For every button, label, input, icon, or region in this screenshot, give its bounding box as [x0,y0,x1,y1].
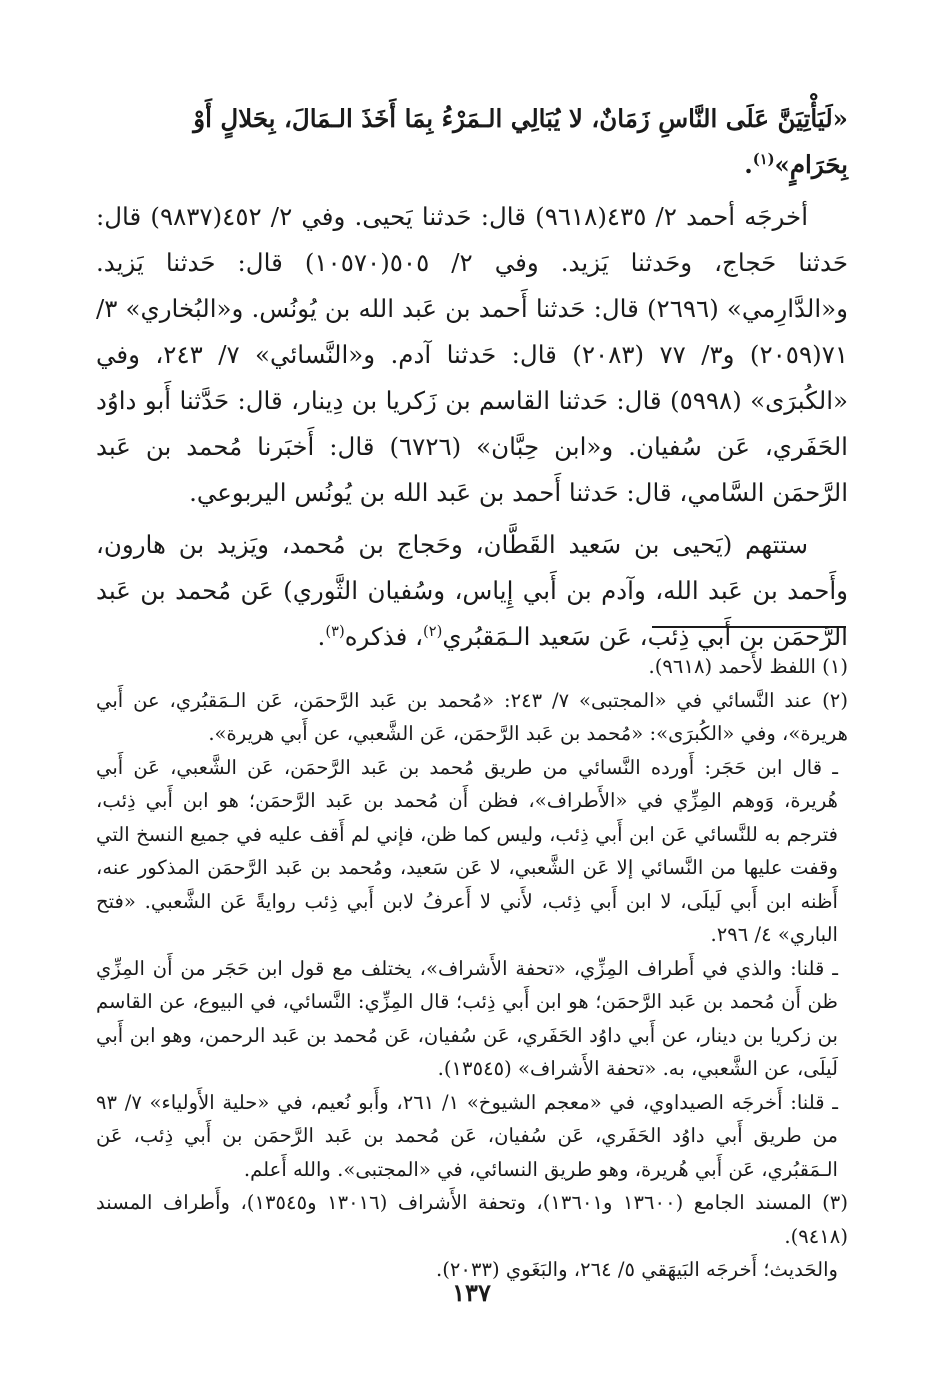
footnote-3: (٣) المسند الجامع (١٣٦٠٠ و١٣٦٠١)، وتحفة الأَشراف (١٣٠١٦ و١٣٥٤٥)، وأَطراف المسند (٩٤١٨). [96,1191,848,1248]
isnad-mid: ، فذكره [344,622,423,651]
footnote-1: (١) اللفظ لأَحمد (٩٦١٨). [648,655,848,678]
hadith-text [96,96,848,188]
page-number: ١٣٧ [452,1278,491,1307]
hadith-end: . [744,150,753,179]
footnote-2-ibn-hajar: ـ قال ابن حَجَر: أَورده النَّسائي من طريق مُحمد بن عَبد الرَّحمَن، عَن الشَّعبي، عَن أَبي هُريرة، وَوهم المِزِّي في «الأَطراف»، فظن أَن مُحمد بن عَبد الرَّحمَن؛ هو ابن أَبي ذِئب، فترجم به للنَّسائي عَن ابن أَبي ذِئب، وليس كما ظن، فإني لم أَقف عليه في جميع النسخ التي وقفت عليها من النَّسائي إلا عَن الشَّعبي، لا عَن سَعيد، ومُحمد بن عَبد الرَّحمَن المذكور عنه، أَظنه ابن أَبي لَيلَى، لا ابن أَبي ذِئب، لأَني لا أَعرفُ لابن أَبي ذِئب روايةً عَن الشَّعبي. «فتح الباري» ٤/ ٢٩٦. [96,755,838,946]
hadith-body: «لَيَأْتِيَنَّ عَلَى النَّاسِ زَمَانٌ، لا يُبَالِي الـمَرْءُ بِمَا أَخَذَ الـمَالَ، بِحَلالٍ أَوْ بِحَرَامٍ» [193,104,848,179]
footnotes [96,650,848,1287]
isnad-body: ستتهم (يَحيى بن سَعيد القَطَّان، وحَجاج بن مُحمد، ويَزيد بن هارون، وأَحمد بن عَبد الله، وآدم بن أَبي إِياس، وسُفيان الثَّوري) عَن مُحمد بن عَبد الرَّحمَن بن أَبي ذِئب، عَن سَعيد الـمَقبُري [96,530,848,651]
footnote-marker-2[interactable]: (٢) [422,622,443,640]
footnote-separator [652,626,846,628]
main-text [96,96,848,666]
footnote-marker-3[interactable]: (٣) [325,622,345,640]
footnote-2: (٢) عند النَّسائي في «المجتبى» ٧/ ٢٤٣: «مُحمد بن عَبد الرَّحمَن، عَن الـمَقبُري، عن أَبي هريرة»، وفي «الكُبرَى»: «مُحمد بن عَبد الرَّحمَن، عَن الشَّعبي، عن أَبي هريرة». [96,688,848,745]
footnote-2-comment-1: ـ قلنا: والذي في أَطراف المِزِّي، «تحفة الأَشراف»، يختلف مع قول ابن حَجَر من أَن المِزِّي ظن أَن مُحمد بن عَبد الرَّحمَن؛ هو ابن أَبي ذِئب؛ قال المِزِّي: النَّسائي، في البيوع، عن القاسم بن زكريا بن دينار، عن أَبي داوُد الحَفَري، عَن سُفيان، عَن مُحمد بن عَبد الرحمن، وهو ابن أَبي لَيلَى، عن الشَّعبي، به. «تحفة الأَشراف» (١٣٥٤٥). [96,956,838,1080]
footnote-marker-1[interactable]: (١) [752,150,775,168]
footnote-3-hadith: والحَديث؛ أَخرجَه البَيهَقي ٥/ ٢٦٤، والبَغَوي (٢٠٣٣). [436,1258,838,1281]
takhrij-paragraph: أخرجَه أحمد ٢/ ٤٣٥(٩٦١٨) قال: حَدثنا يَحيى. وفي ٢/ ٤٥٢(٩٨٣٧) قال: حَدثنا حَجاج، وحَدثنا يَزيد. وفي ٢/ ٥٠٥(١٠٥٧٠) قال: حَدثنا يَزيد. و«الدَّارِمي» (٢٦٩٦) قال: حَدثنا أَحمد بن عَبد الله بن يُونُس. و«البُخاري» ٣/ ٧١(٢٠٥٩) و٣/ ٧٧ (٢٠٨٣) قال: حَدثنا آدم. و«النَّسائي» ٧/ ٢٤٣، وفي «الكُبرَى» (٥٩٩٨) قال: حَدثنا القاسم بن زَكريا بن دِينار، قال: حَدَّثنا أَبو داوُد الحَفَري، عَن سُفيان. و«ابن حِبَّان» (٦٧٢٦) قال: أَخبَرنا مُحمد بن عَبد الرَّحمَن السَّامي، قال: حَدثنا أَحمد بن عَبد الله بن يُونُس اليربوعي. [96,202,849,507]
isnad-end: . [317,622,326,651]
footnote-2-comment-2: ـ قلنا: أَخرجَه الصيداوي، في «معجم الشيوخ» ١/ ٢٦١، وأَبو نُعيم، في «حلية الأَولياء» ٧/ ٩٣ من طريق أَبي داوُد الحَفَري، عَن سُفيان، عَن مُحمد بن عَبد الرَّحمَن بن أَبي ذِئب، عَن الـمَقبُري، عَن أَبي هُريرة، وهو طريق النسائي، في «المجتبى». والله أَعلم. [96,1090,838,1181]
isnad-paragraph [96,522,848,660]
